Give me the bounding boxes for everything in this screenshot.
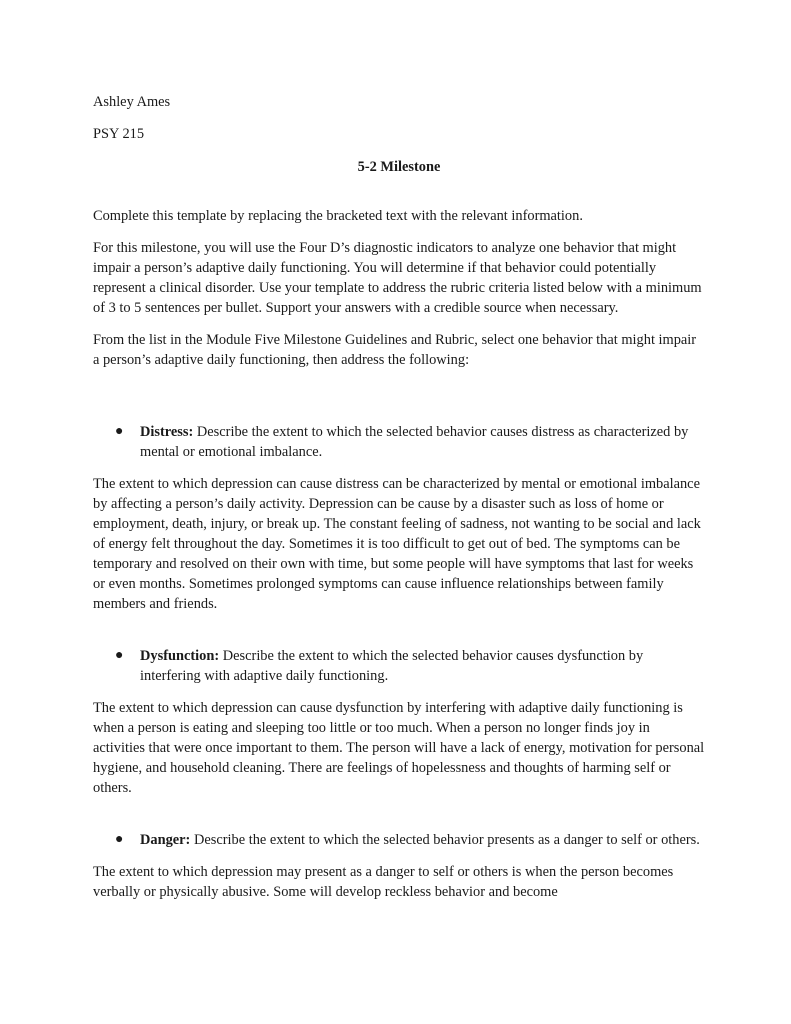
- bullet-distress: [93, 422, 705, 462]
- document-page: [93, 92, 705, 902]
- bullet-danger: [93, 830, 705, 850]
- bullet-prompt: Describe the extent to which the selected behavior presents as a danger to self or others.: [190, 832, 700, 848]
- selection-paragraph: From the list in the Module Five Milestone Guidelines and Rubric, select one behavior that might impair a person’s adaptive daily functioning, then address the following:: [93, 332, 697, 368]
- bullet-prompt: Describe the extent to which the selected behavior causes distress as characterized by mental or emotional imbalance.: [140, 424, 689, 460]
- bullet-prompt: Describe the extent to which the selected behavior causes dysfunction by interfering with adaptive daily functioning.: [140, 648, 644, 684]
- bullet-label: Dysfunction:: [140, 648, 220, 664]
- course-code: PSY 215: [93, 126, 145, 142]
- answer-dysfunction: The extent to which depression can cause dysfunction by interfering with adaptive daily functioning is when a person is eating and sleeping too little or too much. When a person no longer finds joy in activities that were once important to them. The person will have a lack of energy, motivation for personal hygiene, and household cleaning. There are feelings of hopelessness and thoughts of harming self or others.: [93, 700, 705, 796]
- instruction-text: Complete this template by replacing the bracketed text with the relevant information.: [93, 208, 583, 224]
- intro-paragraph: For this milestone, you will use the Four D’s diagnostic indicators to analyze one behavior that might impair a person’s adaptive daily functioning. You will determine if that behavior could potentially represent a clinical disorder. Use your template to address the rubric criteria listed below with a minimum of 3 to 5 sentences per bullet. Support your answers with a credible source when necessary.: [93, 240, 702, 316]
- bullet-label: Distress:: [140, 424, 194, 440]
- answer-danger: The extent to which depression may present as a danger to self or others is when the person becomes verbally or physically abusive. Some will develop reckless behavior and become: [93, 864, 674, 900]
- bullet-dot-icon: ●: [115, 648, 124, 663]
- document-title: 5-2 Milestone: [357, 159, 441, 175]
- bullet-dot-icon: ●: [115, 832, 124, 847]
- answer-distress: The extent to which depression can cause distress can be characterized by mental or emotional imbalance by affecting a person’s daily activity. Depression can be cause by a disaster such as loss of home or employment, death, injury, or break up. The constant feeling of sadness, not wanting to be social and lack of energy felt throughout the day. Sometimes it is too difficult to get out of bed. The symptoms can be temporary and resolved on their own with time, but some people will have symptoms that last for weeks or even months. Sometimes prolonged symptoms can cause influence relationships between family members and friends.: [93, 476, 701, 612]
- bullet-dysfunction: [93, 646, 705, 686]
- author-name: Ashley Ames: [93, 94, 171, 110]
- bullet-label: Danger:: [140, 832, 191, 848]
- bullet-dot-icon: ●: [115, 424, 124, 439]
